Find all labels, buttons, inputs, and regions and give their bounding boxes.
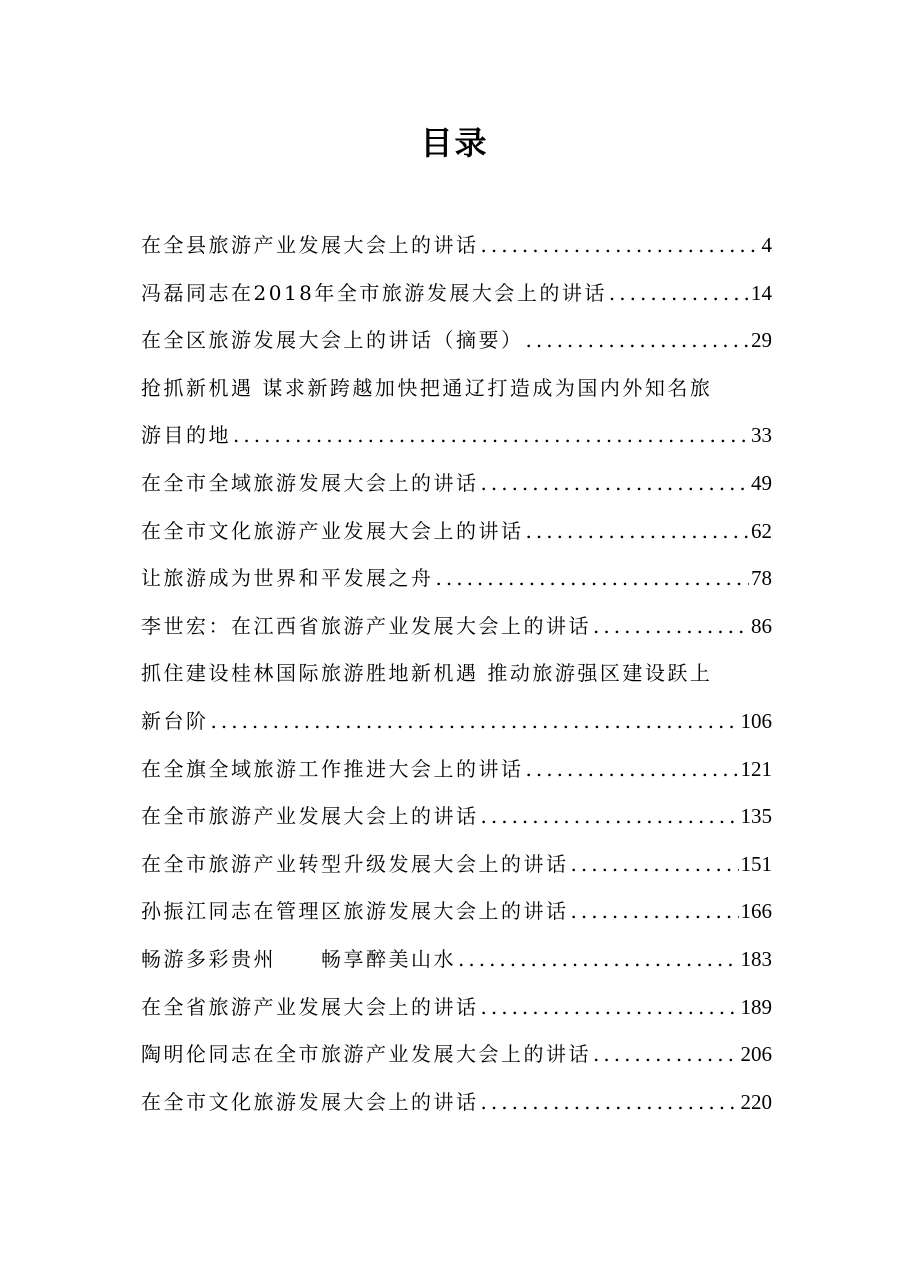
toc-page-number: 220: [740, 1089, 772, 1114]
toc-entry[interactable]: [141, 984, 772, 1032]
toc-line: [141, 936, 772, 984]
toc-line: [141, 888, 772, 936]
toc-page-number: 135: [740, 804, 772, 829]
toc-page-number: 78: [751, 566, 772, 591]
toc-line: [141, 984, 772, 1032]
toc-entry-title: 在全市旅游产业转型升级发展大会上的讲话: [141, 851, 569, 876]
toc-line: [141, 365, 772, 413]
toc-line: [141, 1079, 772, 1127]
toc-line: [141, 412, 772, 460]
toc-entry[interactable]: [141, 555, 772, 603]
toc-dot-leader: [526, 746, 739, 794]
toc-line: [141, 603, 772, 651]
toc-entry[interactable]: [141, 841, 772, 889]
toc-entry-title: 孙振江同志在管理区旅游发展大会上的讲话: [141, 899, 569, 924]
toc-dot-leader: [211, 698, 739, 746]
toc-dot-leader: [571, 841, 739, 889]
toc-dot-leader: [481, 1079, 739, 1127]
toc-line: [141, 460, 772, 508]
toc-entry[interactable]: [141, 222, 772, 270]
toc-entry[interactable]: [141, 460, 772, 508]
toc-dot-leader: [609, 270, 749, 318]
toc-entry-title: 游目的地: [141, 423, 231, 448]
toc-page-number: 4: [761, 233, 772, 257]
toc-entry[interactable]: [141, 1031, 772, 1079]
toc-line: [141, 841, 772, 889]
toc-line: [141, 650, 772, 698]
toc-entry-title: 在全市文化旅游发展大会上的讲话: [141, 1089, 479, 1114]
toc-entry[interactable]: [141, 746, 772, 794]
toc-entry[interactable]: [141, 365, 772, 460]
toc-entry[interactable]: [141, 603, 772, 651]
toc-dot-leader: [458, 936, 739, 984]
toc-entry-title: 冯磊同志在2018年全市旅游发展大会上的讲话: [141, 280, 607, 305]
toc-entry-title: 在全市旅游产业发展大会上的讲话: [141, 804, 479, 829]
toc-line: [141, 270, 772, 318]
toc-entry[interactable]: [141, 1079, 772, 1127]
toc-line: [141, 698, 772, 746]
toc-page-number: 106: [740, 708, 772, 733]
toc-dot-leader: [593, 1031, 739, 1079]
toc-entry[interactable]: [141, 270, 772, 318]
toc-entry-title: 抓住建设桂林国际旅游胜地新机遇 推动旅游强区建设跃上: [141, 661, 713, 686]
toc-entry[interactable]: [141, 793, 772, 841]
toc-line: [141, 793, 772, 841]
page-title: 目录: [420, 124, 489, 162]
toc-entry-title: 在全旗全域旅游工作推进大会上的讲话: [141, 756, 524, 781]
toc-entry[interactable]: [141, 317, 772, 365]
toc-entry-title: 在全市文化旅游产业发展大会上的讲话: [141, 518, 524, 543]
toc-page-number: 62: [751, 518, 772, 543]
toc-entry-title: 陶明伦同志在全市旅游产业发展大会上的讲话: [141, 1042, 591, 1067]
toc-dot-leader: [481, 984, 739, 1032]
toc-entry-title: 抢抓新机遇 谋求新跨越加快把通辽打造成为国内外知名旅: [141, 375, 713, 400]
toc-dot-leader: [436, 555, 750, 603]
toc-dot-leader: [593, 603, 749, 651]
toc-line: [141, 555, 772, 603]
toc-entry-title: 在全区旅游发展大会上的讲话（摘要）: [141, 328, 524, 353]
toc-dot-leader: [526, 317, 750, 365]
toc-entry-title: 在全省旅游产业发展大会上的讲话: [141, 994, 479, 1019]
toc-page-number: 33: [751, 423, 772, 448]
toc-page-number: 121: [740, 756, 772, 781]
toc-dot-leader: [526, 508, 750, 556]
toc-dot-leader: [233, 412, 749, 460]
toc-dot-leader: [481, 222, 760, 270]
toc-dot-leader: [481, 460, 750, 508]
toc-page-number: 14: [751, 280, 772, 305]
toc-entry-title: 新台阶: [141, 708, 209, 733]
toc-entry-title: 在全市全域旅游发展大会上的讲话: [141, 470, 479, 495]
toc-page-number: 189: [740, 994, 772, 1019]
toc-page-number: 29: [751, 328, 772, 353]
toc-entry-title: 畅游多彩贵州 畅享醉美山水: [141, 946, 456, 971]
toc-page-number: 86: [751, 613, 772, 638]
toc-page-number: 166: [740, 899, 772, 924]
toc-page-number: 206: [740, 1042, 772, 1067]
toc-entry-title: 在全县旅游产业发展大会上的讲话: [141, 233, 479, 257]
toc-dot-leader: [481, 793, 739, 841]
table-of-contents: [141, 222, 772, 1126]
toc-entry[interactable]: [141, 650, 772, 745]
toc-line: [141, 1031, 772, 1079]
toc-entry-title: 让旅游成为世界和平发展之舟: [141, 566, 434, 591]
toc-line: [141, 317, 772, 365]
toc-entry[interactable]: [141, 888, 772, 936]
toc-page-number: 151: [740, 851, 772, 876]
toc-page-number: 183: [740, 946, 772, 971]
toc-entry-title: 李世宏：在江西省旅游产业发展大会上的讲话: [141, 613, 591, 638]
toc-line: [141, 508, 772, 556]
toc-dot-leader: [571, 888, 739, 936]
toc-line: [141, 222, 772, 270]
toc-line: [141, 746, 772, 794]
toc-page-number: 49: [751, 470, 772, 495]
toc-entry[interactable]: [141, 936, 772, 984]
toc-entry[interactable]: [141, 508, 772, 556]
